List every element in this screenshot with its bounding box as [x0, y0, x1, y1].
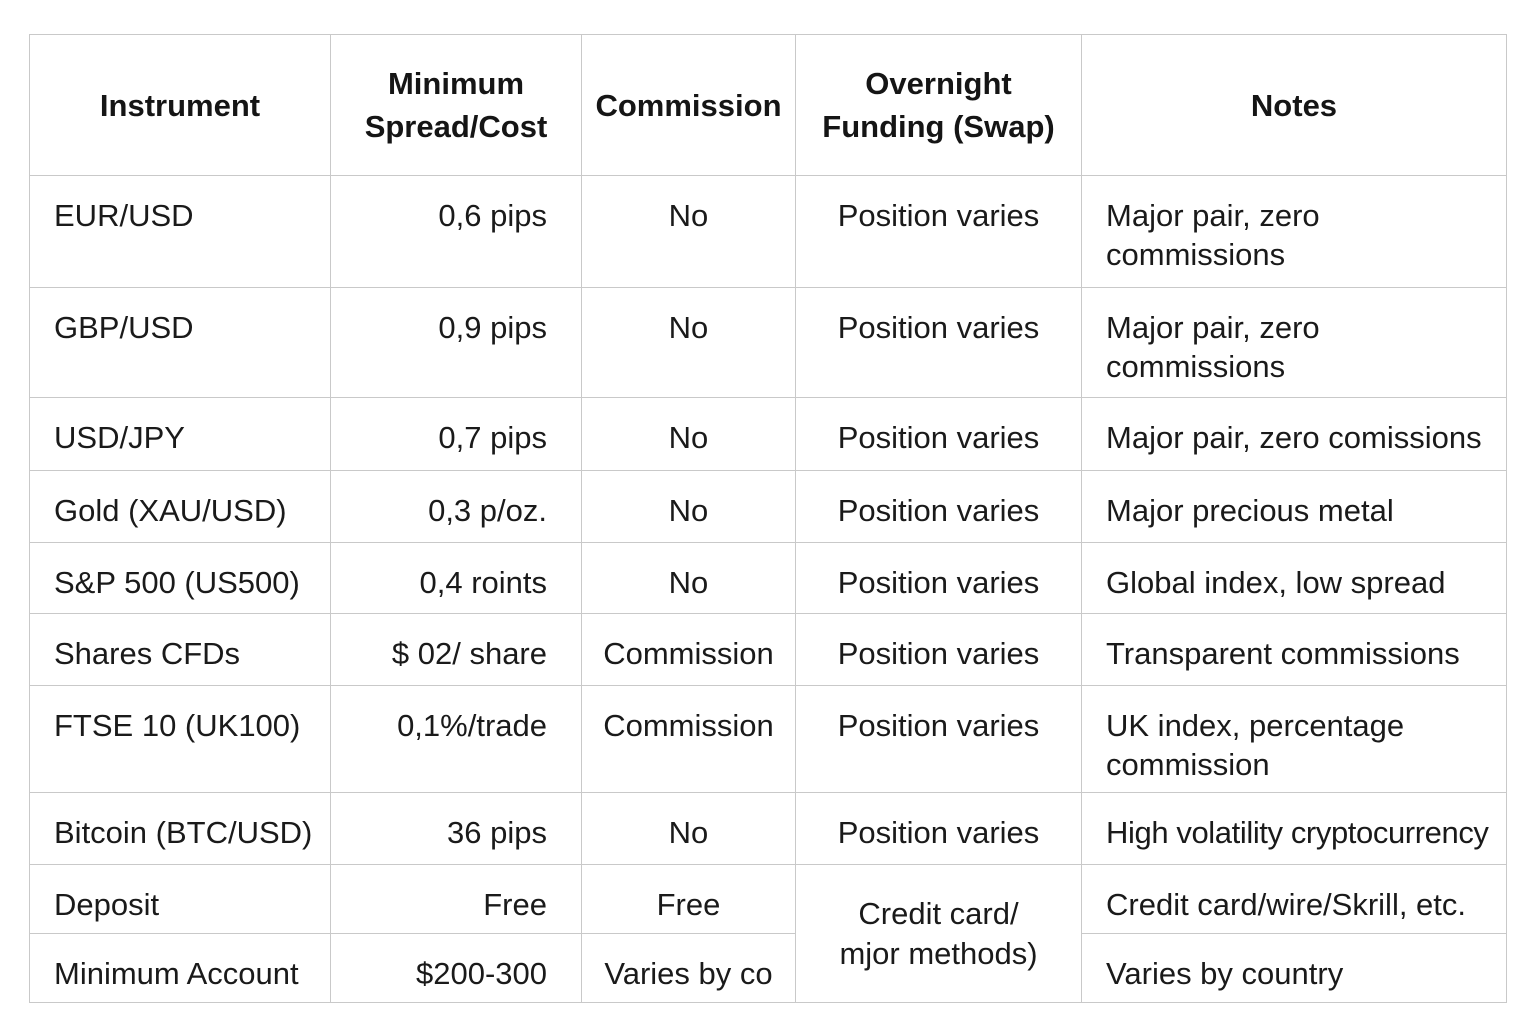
- cell-swap: Position varies: [796, 398, 1082, 471]
- cell-commission: Commission: [582, 614, 796, 686]
- cell-spread: $200-300: [331, 934, 582, 1003]
- fees-table: [29, 34, 1507, 1003]
- cell-notes: Varies by country: [1082, 934, 1507, 1003]
- cell-notes: High volatility cryptocurrency: [1082, 793, 1507, 865]
- table-row: [30, 398, 1507, 471]
- table-row: [30, 543, 1507, 614]
- table-row: [30, 686, 1507, 793]
- cell-swap: Position varies: [796, 288, 1082, 398]
- cell-spread: $ 02/ share: [331, 614, 582, 686]
- header-instrument: Instrument: [30, 35, 331, 176]
- cell-swap: Position varies: [796, 614, 1082, 686]
- cell-swap: Position varies: [796, 176, 1082, 288]
- table-row: [30, 176, 1507, 288]
- table-row: [30, 865, 1507, 934]
- cell-instrument: USD/JPY: [30, 398, 331, 471]
- table-header-row: [30, 35, 1507, 176]
- cell-swap: Position varies: [796, 471, 1082, 543]
- cell-swap: Position varies: [796, 543, 1082, 614]
- cell-commission: No: [582, 793, 796, 865]
- cell-spread: Free: [331, 865, 582, 934]
- cell-notes: Transparent commissions: [1082, 614, 1507, 686]
- cell-notes: UK index, percentage commission: [1082, 686, 1507, 793]
- cell-notes: Credit card/wire/Skrill, etc.: [1082, 865, 1507, 934]
- cell-instrument: Deposit: [30, 865, 331, 934]
- cell-swap: Position varies: [796, 793, 1082, 865]
- table-row: [30, 614, 1507, 686]
- cell-instrument: Shares CFDs: [30, 614, 331, 686]
- cell-instrument: Bitcoin (BTC/USD): [30, 793, 331, 865]
- cell-notes: Major pair, zero commissions: [1082, 288, 1507, 398]
- cell-notes: Major pair, zero comissions: [1082, 398, 1507, 471]
- cell-commission: No: [582, 471, 796, 543]
- cell-commission: Commission: [582, 686, 796, 793]
- cell-commission: No: [582, 543, 796, 614]
- cell-spread: 0,1%/trade: [331, 686, 582, 793]
- cell-spread: 0,4 roints: [331, 543, 582, 614]
- cell-spread: 0,3 p/oz.: [331, 471, 582, 543]
- table-row: [30, 471, 1507, 543]
- cell-spread: 0,9 pips: [331, 288, 582, 398]
- cell-instrument: GBP/USD: [30, 288, 331, 398]
- cell-commission: Free: [582, 865, 796, 934]
- header-commission: Commission: [582, 35, 796, 176]
- table-row: [30, 934, 1507, 1003]
- cell-commission: No: [582, 176, 796, 288]
- table-row: [30, 793, 1507, 865]
- cell-spread: 36 pips: [331, 793, 582, 865]
- swap-deposit-methods-text: Credit card/ mjor methods): [839, 895, 1038, 971]
- cell-commission: No: [582, 288, 796, 398]
- cell-commission: No: [582, 398, 796, 471]
- cell-spread: 0,6 pips: [331, 176, 582, 288]
- cell-spread: 0,7 pips: [331, 398, 582, 471]
- table-row: [30, 288, 1507, 398]
- header-notes: Notes: [1082, 35, 1507, 176]
- cell-notes: Major pair, zero commissions: [1082, 176, 1507, 288]
- cell-instrument: FTSE 10 (UK100): [30, 686, 331, 793]
- cell-swap: Position varies: [796, 686, 1082, 793]
- cell-instrument: Minimum Account: [30, 934, 331, 1003]
- header-overnight-funding-swap: Overnight Funding (Swap): [796, 35, 1082, 176]
- cell-notes: Global index, low spread: [1082, 543, 1507, 614]
- cell-commission: Varies by co: [582, 934, 796, 1003]
- cell-swap-deposit-methods: [796, 865, 1082, 1003]
- cell-notes: Major precious metal: [1082, 471, 1507, 543]
- cell-instrument: EUR/USD: [30, 176, 331, 288]
- cell-instrument: Gold (XAU/USD): [30, 471, 331, 543]
- header-minimum-spread-cost: Minimum Spread/Cost: [331, 35, 582, 176]
- cell-instrument: S&P 500 (US500): [30, 543, 331, 614]
